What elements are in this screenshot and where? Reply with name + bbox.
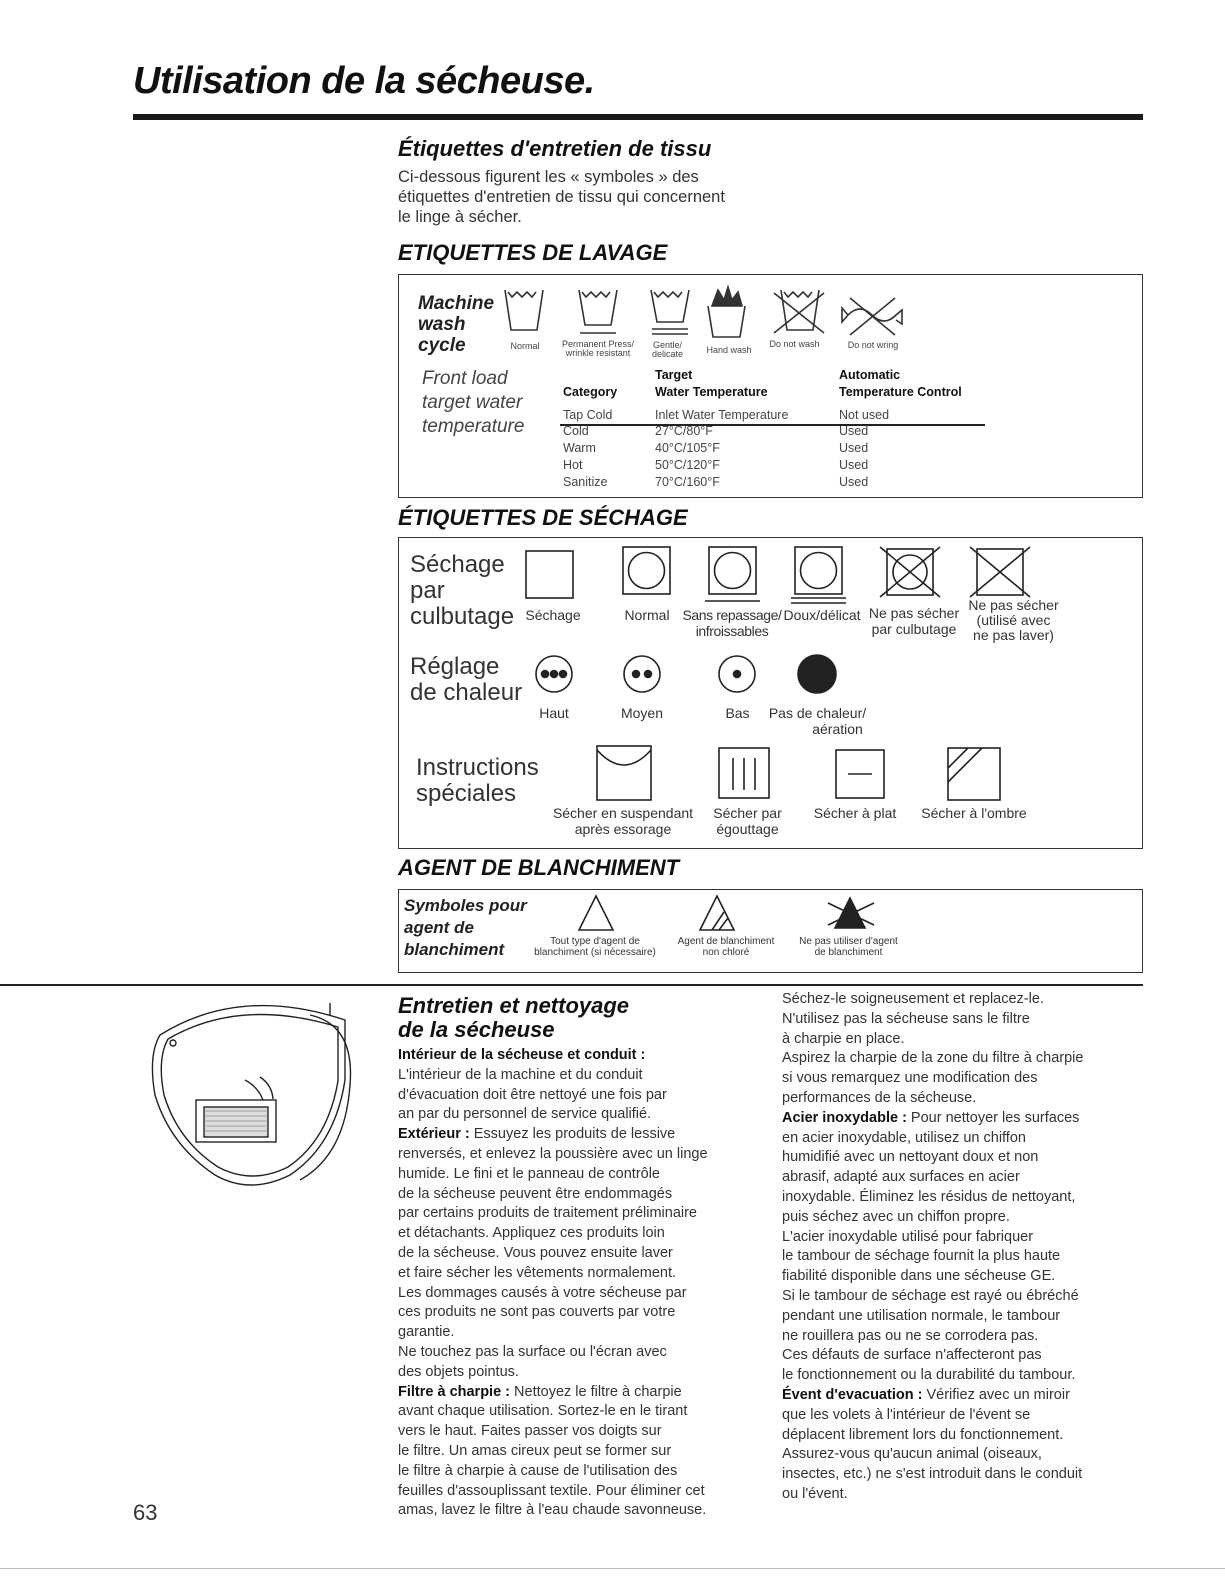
paragraph-line: humide. Le fini et le panneau de contrôle bbox=[398, 1165, 660, 1182]
table-cell: 27°C/80°F bbox=[655, 424, 713, 438]
paragraph-line: déplacent librement lors du fonctionnement. bbox=[782, 1426, 1064, 1443]
table-cell: Used bbox=[839, 424, 869, 438]
care-column-left bbox=[398, 1046, 778, 1521]
table-cell: Used bbox=[839, 475, 869, 489]
table-cell: Cold bbox=[563, 424, 589, 438]
column-header-automatic: Temperature Control bbox=[839, 385, 962, 399]
paragraph-line: garantie. bbox=[398, 1324, 455, 1341]
paragraph-line: le fonctionnement ou la durabilité du tambour. bbox=[782, 1367, 1076, 1384]
column-header-category: Category bbox=[563, 385, 618, 399]
paragraph-line: le tambour de séchage fournit la plus haute bbox=[782, 1248, 1061, 1265]
bleach-symbol-label bbox=[786, 936, 911, 958]
paragraph-line: amas, lavez le filtre à l'eau chaude savonneuse. bbox=[398, 1502, 707, 1519]
table-cell: Inlet Water Temperature bbox=[655, 408, 789, 422]
label-line: Hand wash bbox=[706, 345, 752, 355]
column-header-automatic-top: Automatic bbox=[839, 368, 901, 382]
label-line: Gentle/ bbox=[652, 340, 683, 350]
label-line: après essorage bbox=[574, 821, 672, 837]
label-line: target water bbox=[422, 392, 523, 413]
label-line: Machine bbox=[418, 293, 495, 314]
paragraph-line: ou l'évent. bbox=[782, 1485, 848, 1502]
paragraph-line: humidifié avec un nettoyant doux et non bbox=[782, 1149, 1039, 1166]
label-line: non chloré bbox=[702, 947, 750, 958]
paragraph-line: ne rouillera pas ou ne se corrodera pas. bbox=[782, 1327, 1039, 1344]
paragraph-line: inoxydable. Éliminez les résidus de nettoyant, bbox=[782, 1188, 1076, 1205]
label-line: Do not wring bbox=[847, 340, 899, 350]
drying-labels-heading: ÉTIQUETTES DE SÉCHAGE bbox=[398, 505, 688, 530]
bleach-symbol-label bbox=[520, 936, 670, 958]
label-line: Agent de blanchiment bbox=[677, 936, 775, 947]
column-header-target-top: Target bbox=[655, 368, 693, 382]
section-divider bbox=[0, 984, 1143, 986]
table-cell: Tap Cold bbox=[563, 408, 613, 422]
label-line: Pas de chaleur/ bbox=[768, 705, 867, 721]
paragraph-line: Séchez-le soigneusement et replacez-le. bbox=[782, 991, 1044, 1007]
paragraph-line: à charpie en place. bbox=[782, 1030, 905, 1047]
label-line: blanchiment (si nécessaire) bbox=[534, 947, 656, 958]
do-not-bleach-icon bbox=[828, 898, 874, 928]
paragraph-line: Si le tambour de séchage est rayé ou ébréché bbox=[782, 1287, 1079, 1304]
label-line: Front load bbox=[422, 368, 508, 389]
paragraph-line: par certains produits de traitement préliminaire bbox=[398, 1205, 697, 1222]
paragraph-line: Évent d'evacuation : Vérifiez avec un miroir bbox=[782, 1386, 1070, 1403]
paragraph-line: fiabilité disponible dans une sécheuse GE. bbox=[782, 1268, 1056, 1285]
lint-filter-illustration bbox=[140, 995, 355, 1190]
label-line: Symboles pour bbox=[404, 896, 527, 915]
bleach-symbol-label bbox=[666, 936, 786, 958]
paragraph-line: Extérieur : Essuyez les produits de lessive bbox=[398, 1126, 676, 1143]
label-line: Séchage bbox=[525, 607, 581, 623]
label-line: wash bbox=[418, 314, 466, 335]
table-cell: 50°C/120°F bbox=[655, 458, 720, 472]
table-cell: Hot bbox=[563, 458, 583, 472]
label-line: agent de bbox=[404, 918, 474, 937]
care-cleaning-heading bbox=[398, 994, 629, 1042]
paragraph-line: ces produits ne sont pas couverts par votre bbox=[398, 1304, 676, 1321]
page-title: Utilisation de la sécheuse. bbox=[133, 60, 595, 102]
paragraph-line: performances de la sécheuse. bbox=[782, 1089, 977, 1106]
any-bleach-icon bbox=[579, 896, 613, 930]
bold-lead: Filtre à charpie : bbox=[398, 1383, 511, 1400]
label-line: Doux/délicat bbox=[783, 607, 861, 623]
paragraph-line: Aspirez la charpie de la zone du filtre à charpie bbox=[782, 1050, 1084, 1067]
paragraph-line: feuilles d'assouplissant textile. Pour éliminer cet bbox=[398, 1482, 705, 1499]
label-line: aération bbox=[812, 721, 863, 737]
paragraph-line: insectes, etc.) ne s'est introduit dans le conduit bbox=[782, 1466, 1083, 1483]
table-cell: 70°C/160°F bbox=[655, 475, 720, 489]
paragraph-line: pendant une utilisation normale, le tambour bbox=[782, 1307, 1061, 1324]
paragraph-line: et faire sécher les vêtements normalement. bbox=[398, 1264, 677, 1281]
paragraph-line: de la sécheuse. Vous pouvez ensuite laver bbox=[398, 1244, 673, 1261]
table-cell: Used bbox=[839, 441, 869, 455]
paragraph-line: Filtre à charpie : Nettoyez le filtre à charpie bbox=[398, 1383, 682, 1400]
paragraph-line: puis séchez avec un chiffon propre. bbox=[782, 1208, 1010, 1225]
table-cell: Warm bbox=[563, 441, 596, 455]
paragraph-line: N'utilisez pas la sécheuse sans le filtre bbox=[782, 1010, 1030, 1027]
heading-line: de la sécheuse bbox=[398, 1017, 555, 1042]
paragraph-line: des objets pointus. bbox=[398, 1363, 519, 1380]
bold-lead: Intérieur de la sécheuse et conduit : bbox=[398, 1047, 646, 1063]
paragraph-line: de la sécheuse peuvent être endommagés bbox=[398, 1185, 673, 1202]
bold-lead: Évent d'evacuation : bbox=[782, 1386, 923, 1403]
label-line: Sans repassage/ bbox=[682, 607, 782, 623]
column-header-target: Water Temperature bbox=[655, 385, 768, 399]
bleach-heading: AGENT DE BLANCHIMENT bbox=[398, 855, 680, 880]
paragraph-line: an par du personnel de service qualifié. bbox=[398, 1106, 652, 1123]
fabric-care-heading: Étiquettes d'entretien de tissu bbox=[398, 136, 712, 161]
paragraph-line: que les volets à l'intérieur de l'évent se bbox=[782, 1406, 1031, 1423]
label-line: par bbox=[410, 577, 445, 604]
bold-lead: Acier inoxydable : bbox=[782, 1109, 907, 1126]
table-cell: Not used bbox=[839, 408, 890, 422]
paragraph-line: L'acier inoxydable utilisé pour fabriquer bbox=[782, 1228, 1034, 1245]
wash-labels-heading: ETIQUETTES DE LAVAGE bbox=[398, 240, 668, 265]
table-cell: Used bbox=[839, 458, 869, 472]
page-bottom-line bbox=[0, 1568, 1225, 1569]
label-line: Sécher à l'ombre bbox=[921, 805, 1027, 821]
paragraph-line bbox=[398, 1046, 778, 1066]
label-line: Haut bbox=[539, 705, 569, 721]
label-line: par culbutage bbox=[871, 621, 957, 637]
paragraph-line: Acier inoxydable : Pour nettoyer les surfaces bbox=[782, 1109, 1080, 1126]
paragraph-line: Les dommages causés à votre sécheuse par bbox=[398, 1284, 687, 1301]
label-line: Moyen bbox=[620, 705, 664, 721]
label-line: Instructions bbox=[416, 754, 539, 781]
paragraph-line: et détachants. Appliquez ces produits loin bbox=[398, 1225, 665, 1242]
label-line: infroissables bbox=[695, 623, 769, 639]
paragraph-line: le filtre à charpie à cause de l'utilisation des bbox=[398, 1462, 678, 1479]
paragraph-line: abrasif, adapté aux surfaces en acier bbox=[782, 1169, 1020, 1186]
label-line: Sécher par bbox=[713, 805, 782, 821]
label-line: Bas bbox=[725, 705, 750, 721]
label-line: wrinkle resistant bbox=[565, 348, 631, 358]
table-cell: 40°C/105°F bbox=[655, 441, 720, 455]
paragraph-line: en acier inoxydable, utilisez un chiffon bbox=[782, 1129, 1026, 1146]
label-line: Permanent Press/ bbox=[561, 339, 635, 349]
label-line: de chaleur bbox=[410, 679, 523, 706]
label-line: Sécher à plat bbox=[813, 805, 897, 821]
label-line: spéciales bbox=[416, 780, 517, 807]
paragraph-line: le filtre. Un amas cireux peut se former sur bbox=[398, 1442, 672, 1459]
label-line: Ne pas utiliser d'agent bbox=[799, 936, 898, 947]
label-line: temperature bbox=[422, 416, 525, 437]
label-line: Sécher en suspendant bbox=[552, 805, 694, 821]
label-line: Ne pas sécher bbox=[868, 605, 960, 621]
paragraph-line: vers le haut. Faites passer vos doigts sur bbox=[398, 1423, 662, 1440]
care-column-right bbox=[782, 990, 1142, 1505]
label-line: Séchage bbox=[410, 551, 505, 578]
label-line: ne pas laver) bbox=[973, 627, 1054, 643]
label-line: culbutage bbox=[410, 603, 515, 630]
paragraph-line: L'intérieur de la machine et du conduit bbox=[398, 1066, 643, 1083]
paragraph-line: d'évacuation doit être nettoyé une fois par bbox=[398, 1086, 667, 1103]
label-line: Réglage bbox=[410, 653, 500, 680]
label-line: de blanchiment bbox=[814, 947, 883, 958]
bold-lead: Extérieur : bbox=[398, 1126, 470, 1143]
label-line: delicate bbox=[651, 349, 684, 359]
paragraph-line: avant chaque utilisation. Sortez-le en le tirant bbox=[398, 1403, 688, 1420]
non-chlorine-bleach-icon bbox=[700, 896, 734, 930]
label-line: Normal bbox=[624, 607, 670, 623]
paragraph-line: Ces défauts de surface n'affecteront pas bbox=[782, 1347, 1042, 1364]
heading-line: Entretien et nettoyage bbox=[398, 993, 630, 1018]
intro-line: Ci-dessous figurent les « symboles » des bbox=[398, 168, 699, 186]
paragraph-line: si vous remarquez une modification des bbox=[782, 1070, 1038, 1087]
intro-line: le linge à sécher. bbox=[398, 208, 522, 226]
paragraph-line: Assurez-vous qu'aucun animal (oiseaux, bbox=[782, 1446, 1042, 1463]
intro-line: étiquettes d'entretien de tissu qui concernent bbox=[398, 188, 725, 206]
label-line: Do not wash bbox=[769, 339, 820, 349]
label-line: Normal bbox=[510, 341, 540, 351]
page-number: 63 bbox=[133, 1500, 158, 1525]
label-line: (utilisé avec bbox=[976, 612, 1051, 628]
paragraph-line: Ne touchez pas la surface ou l'écran avec bbox=[398, 1343, 667, 1360]
paragraph-line: renversés, et enlevez la poussière avec un linge bbox=[398, 1145, 708, 1162]
label-line: blanchiment bbox=[404, 940, 505, 959]
label-line: Tout type d'agent de bbox=[550, 936, 640, 947]
label-line: égouttage bbox=[716, 821, 779, 837]
table-cell: Sanitize bbox=[563, 475, 608, 489]
label-line: Ne pas sécher bbox=[968, 597, 1059, 613]
label-line: cycle bbox=[418, 335, 466, 356]
